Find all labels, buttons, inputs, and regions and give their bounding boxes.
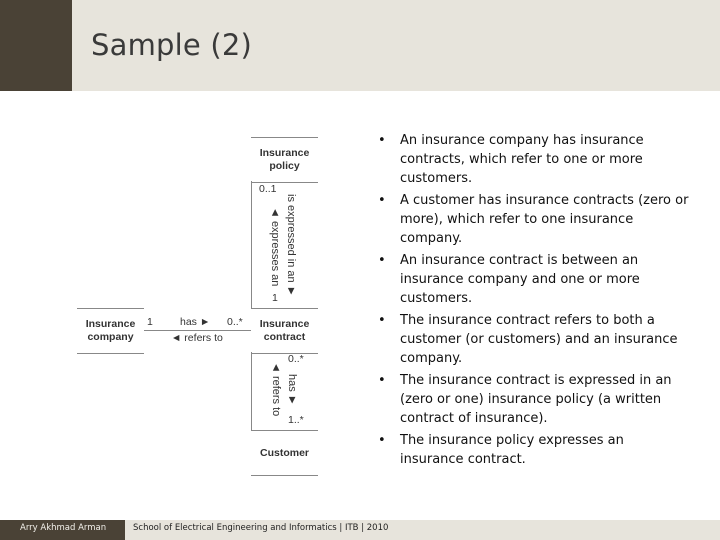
insurance-company-label: Insurance company	[85, 318, 136, 343]
mult-customer: 1..*	[288, 414, 304, 426]
has-label: has ►	[180, 316, 211, 328]
is-expressed-in-an-label: is expressed in an ►	[285, 194, 297, 297]
bullet-dot-icon: •	[378, 433, 386, 448]
footer-school: School of Electrical Engineering and Informatics | ITB | 2010	[133, 523, 389, 533]
bullet-item: • The insurance policy expresses an insurance contract.	[378, 433, 624, 467]
insurance-contract-label: Insurance contract	[259, 318, 310, 343]
slide-title: Sample (2)	[91, 28, 253, 62]
insurance-company-box	[77, 308, 144, 354]
customer-label: Customer	[259, 446, 309, 459]
refers-to-label: ◄ refers to	[171, 332, 223, 344]
mult-company: 1	[147, 316, 153, 328]
expresses-an-label: ◄ expresses an	[269, 207, 281, 287]
bullet-dot-icon: •	[378, 313, 386, 328]
has-vertical-label: has ►	[286, 374, 298, 406]
bullet-item: • An insurance contract is between an insurance company and one or more customers.	[378, 253, 640, 306]
bullet-item: • The insurance contract is expressed in an (zero or one) insurance policy (a written contract of insurance).	[378, 373, 672, 426]
company-contract-line	[144, 330, 251, 331]
footer-author: Arry Akhmad Arman	[20, 523, 107, 533]
insurance-policy-box	[251, 137, 318, 183]
header-accent	[0, 0, 72, 91]
bullet-dot-icon: •	[378, 373, 386, 388]
contract-customer-line	[251, 352, 252, 430]
bullet-item: • The insurance contract refers to both a customer (or customers) and an insurance company.	[378, 313, 678, 366]
refers-to-vertical-label: ◄ refers to	[270, 362, 282, 417]
mult-contract-top: 1	[272, 292, 278, 304]
insurance-policy-label: Insurance policy	[259, 147, 310, 172]
bullet-dot-icon: •	[378, 253, 386, 268]
bullet-dot-icon: •	[378, 133, 386, 148]
mult-policy: 0..1	[259, 183, 277, 195]
insurance-contract-box	[251, 308, 318, 354]
customer-box	[251, 430, 318, 476]
mult-contract-left: 0..*	[227, 316, 243, 328]
policy-contract-line	[251, 181, 252, 308]
bullet-list	[378, 131, 690, 472]
bullet-item: • A customer has insurance contracts (zero or more), which refer to one insurance company.	[378, 193, 689, 246]
mult-contract-bottom: 0..*	[288, 353, 304, 365]
bullet-dot-icon: •	[378, 193, 386, 208]
bullet-item: • An insurance company has insurance contracts, which refer to one or more customers.	[378, 133, 644, 186]
